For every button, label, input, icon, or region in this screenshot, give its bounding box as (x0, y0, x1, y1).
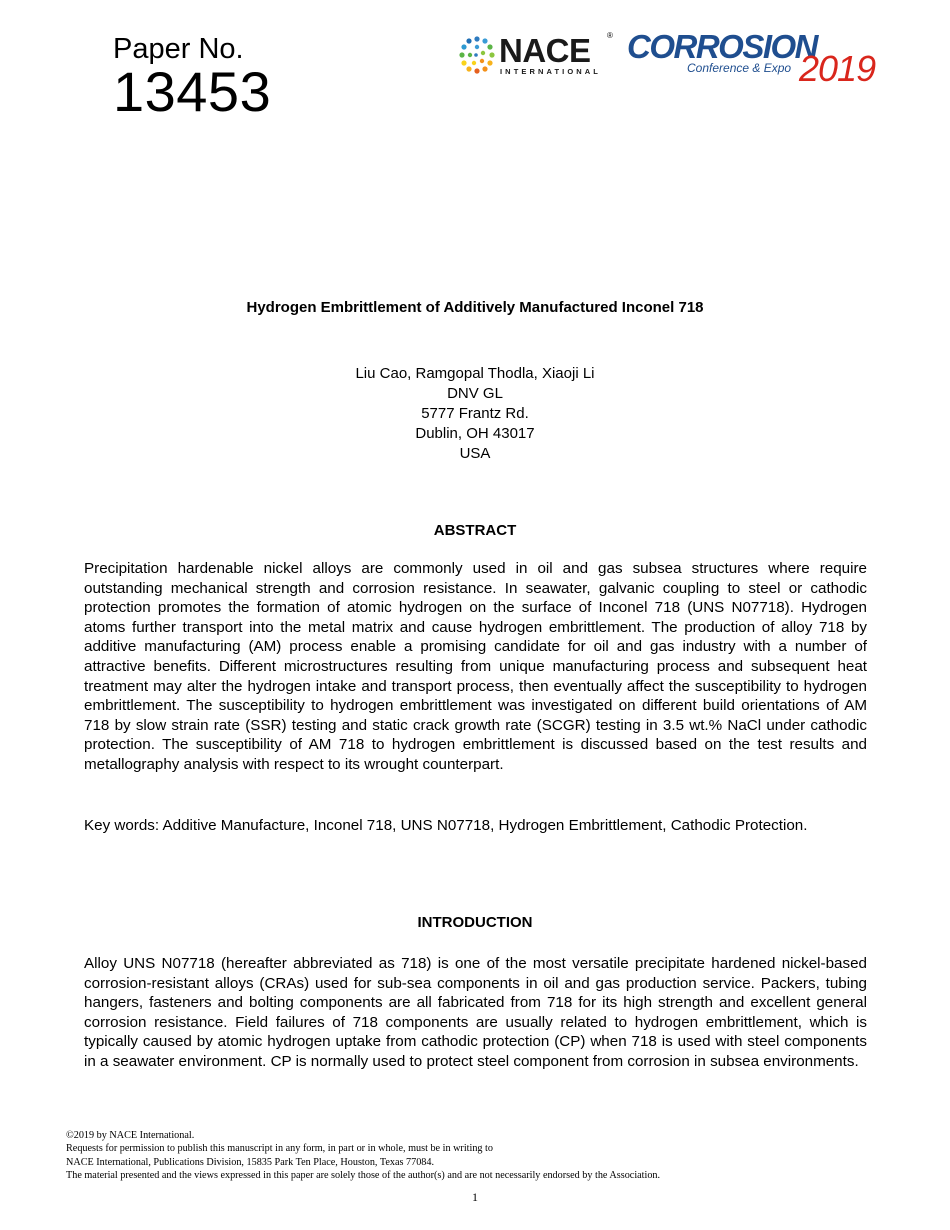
keywords: Key words: Additive Manufacture, Inconel 718, UNS N07718, Hydrogen Embrittlement, Cathodic Protection. (84, 817, 808, 834)
nace-registered-mark: ® (607, 31, 613, 40)
introduction-heading: INTRODUCTION (417, 914, 533, 931)
copyright-footer (66, 1129, 660, 1183)
footer-address: NACE International, Publications Division, 15835 Park Ten Place, Houston, Texas 77084. (66, 1156, 435, 1168)
nace-subtitle: INTERNATIONAL (500, 67, 601, 76)
abstract-body: Precipitation hardenable nickel alloys are commonly used in oil and gas subsea structures where require outstanding mechanical strength and corrosion resistance. In seawater, galvanic coupling to steel or cathodic protection promotes the formation of atomic hydrogen on the surface of Inconel 718 (UNS N07718). Hydrogen atoms further transport into the metal matrix and cause hydrogen embrittlement. The production of alloy 718 by additive manufacturing (AM) process enable a promising candidate for oil and gas industry with a number of attractive benefits. Different microstructures resulting from unique manufacturing process and subsequent heat treatment may alter the hydrogen intake and transport process, then eventually affect the susceptibility to hydrogen embrittlement. The susceptibility to hydrogen embrittlement was investigated on different build orientations of AM 718 by slow strain rate (SSR) testing and static crack growth rate (SCGR) testing in 3.5 wt.% NaCl under cathodic protection. The susceptibility of AM 718 to hydrogen embrittlement is discussed based on the test results and metallography analysis with respect to its wrought counterpart. (84, 560, 867, 773)
author-city: Dublin, OH 43017 (415, 425, 535, 442)
paper-number-block (113, 33, 272, 123)
footer-disclaimer: The material presented and the views expressed in this paper are solely those of the author(s) and are not necessarily endorsed by the Association. (66, 1170, 661, 1182)
conference-expo-text: Conference & Expo (687, 61, 792, 75)
footer-copyright: ©2019 by NACE International. (66, 1130, 195, 1141)
author-street: 5777 Frantz Rd. (421, 405, 529, 422)
corrosion-wordmark: CORROSION (627, 28, 818, 65)
author-names: Liu Cao, Ramgopal Thodla, Xiaoji Li (355, 365, 595, 382)
corrosion-2019-logo (627, 28, 887, 89)
abstract-heading: ABSTRACT (433, 522, 517, 539)
introduction-body: Alloy UNS N07718 (hereafter abbreviated as 718) is one of the most versatile precipitate hardened nickel-based corrosion-resistant alloys (CRAs) used for sub-sea components in oil and gas production service. Packers, tubing hangers, fasteners and bolting components are all fabricated from 718 for its high strength and excellent general corrosion resistance. Field failures of 718 components are usually related to hydrogen embrittlement, which is typically caused by atomic hydrogen uptake from cathodic protection (CP) when 718 is used with steel components in a seawater environment. CP is normally used to protect steel component from corrosion in subsea environments. (84, 955, 867, 1070)
footer-permission: Requests for permission to publish this manuscript in any form, in part or in whole, must be in writing to (66, 1143, 493, 1155)
author-organization: DNV GL (447, 385, 503, 402)
page-number: 1 (472, 1190, 478, 1204)
paper-title: Hydrogen Embrittlement of Additively Manufactured Inconel 718 (246, 299, 704, 316)
event-year: 2019 (799, 48, 876, 89)
nace-logo (455, 31, 615, 78)
paper-number: 13453 (113, 60, 272, 123)
author-block (0, 364, 950, 464)
author-country: USA (459, 445, 491, 462)
paper-number-label: Paper No. (113, 33, 244, 65)
nace-wordmark: NACE (499, 32, 591, 69)
nace-globe-icon (455, 34, 499, 78)
